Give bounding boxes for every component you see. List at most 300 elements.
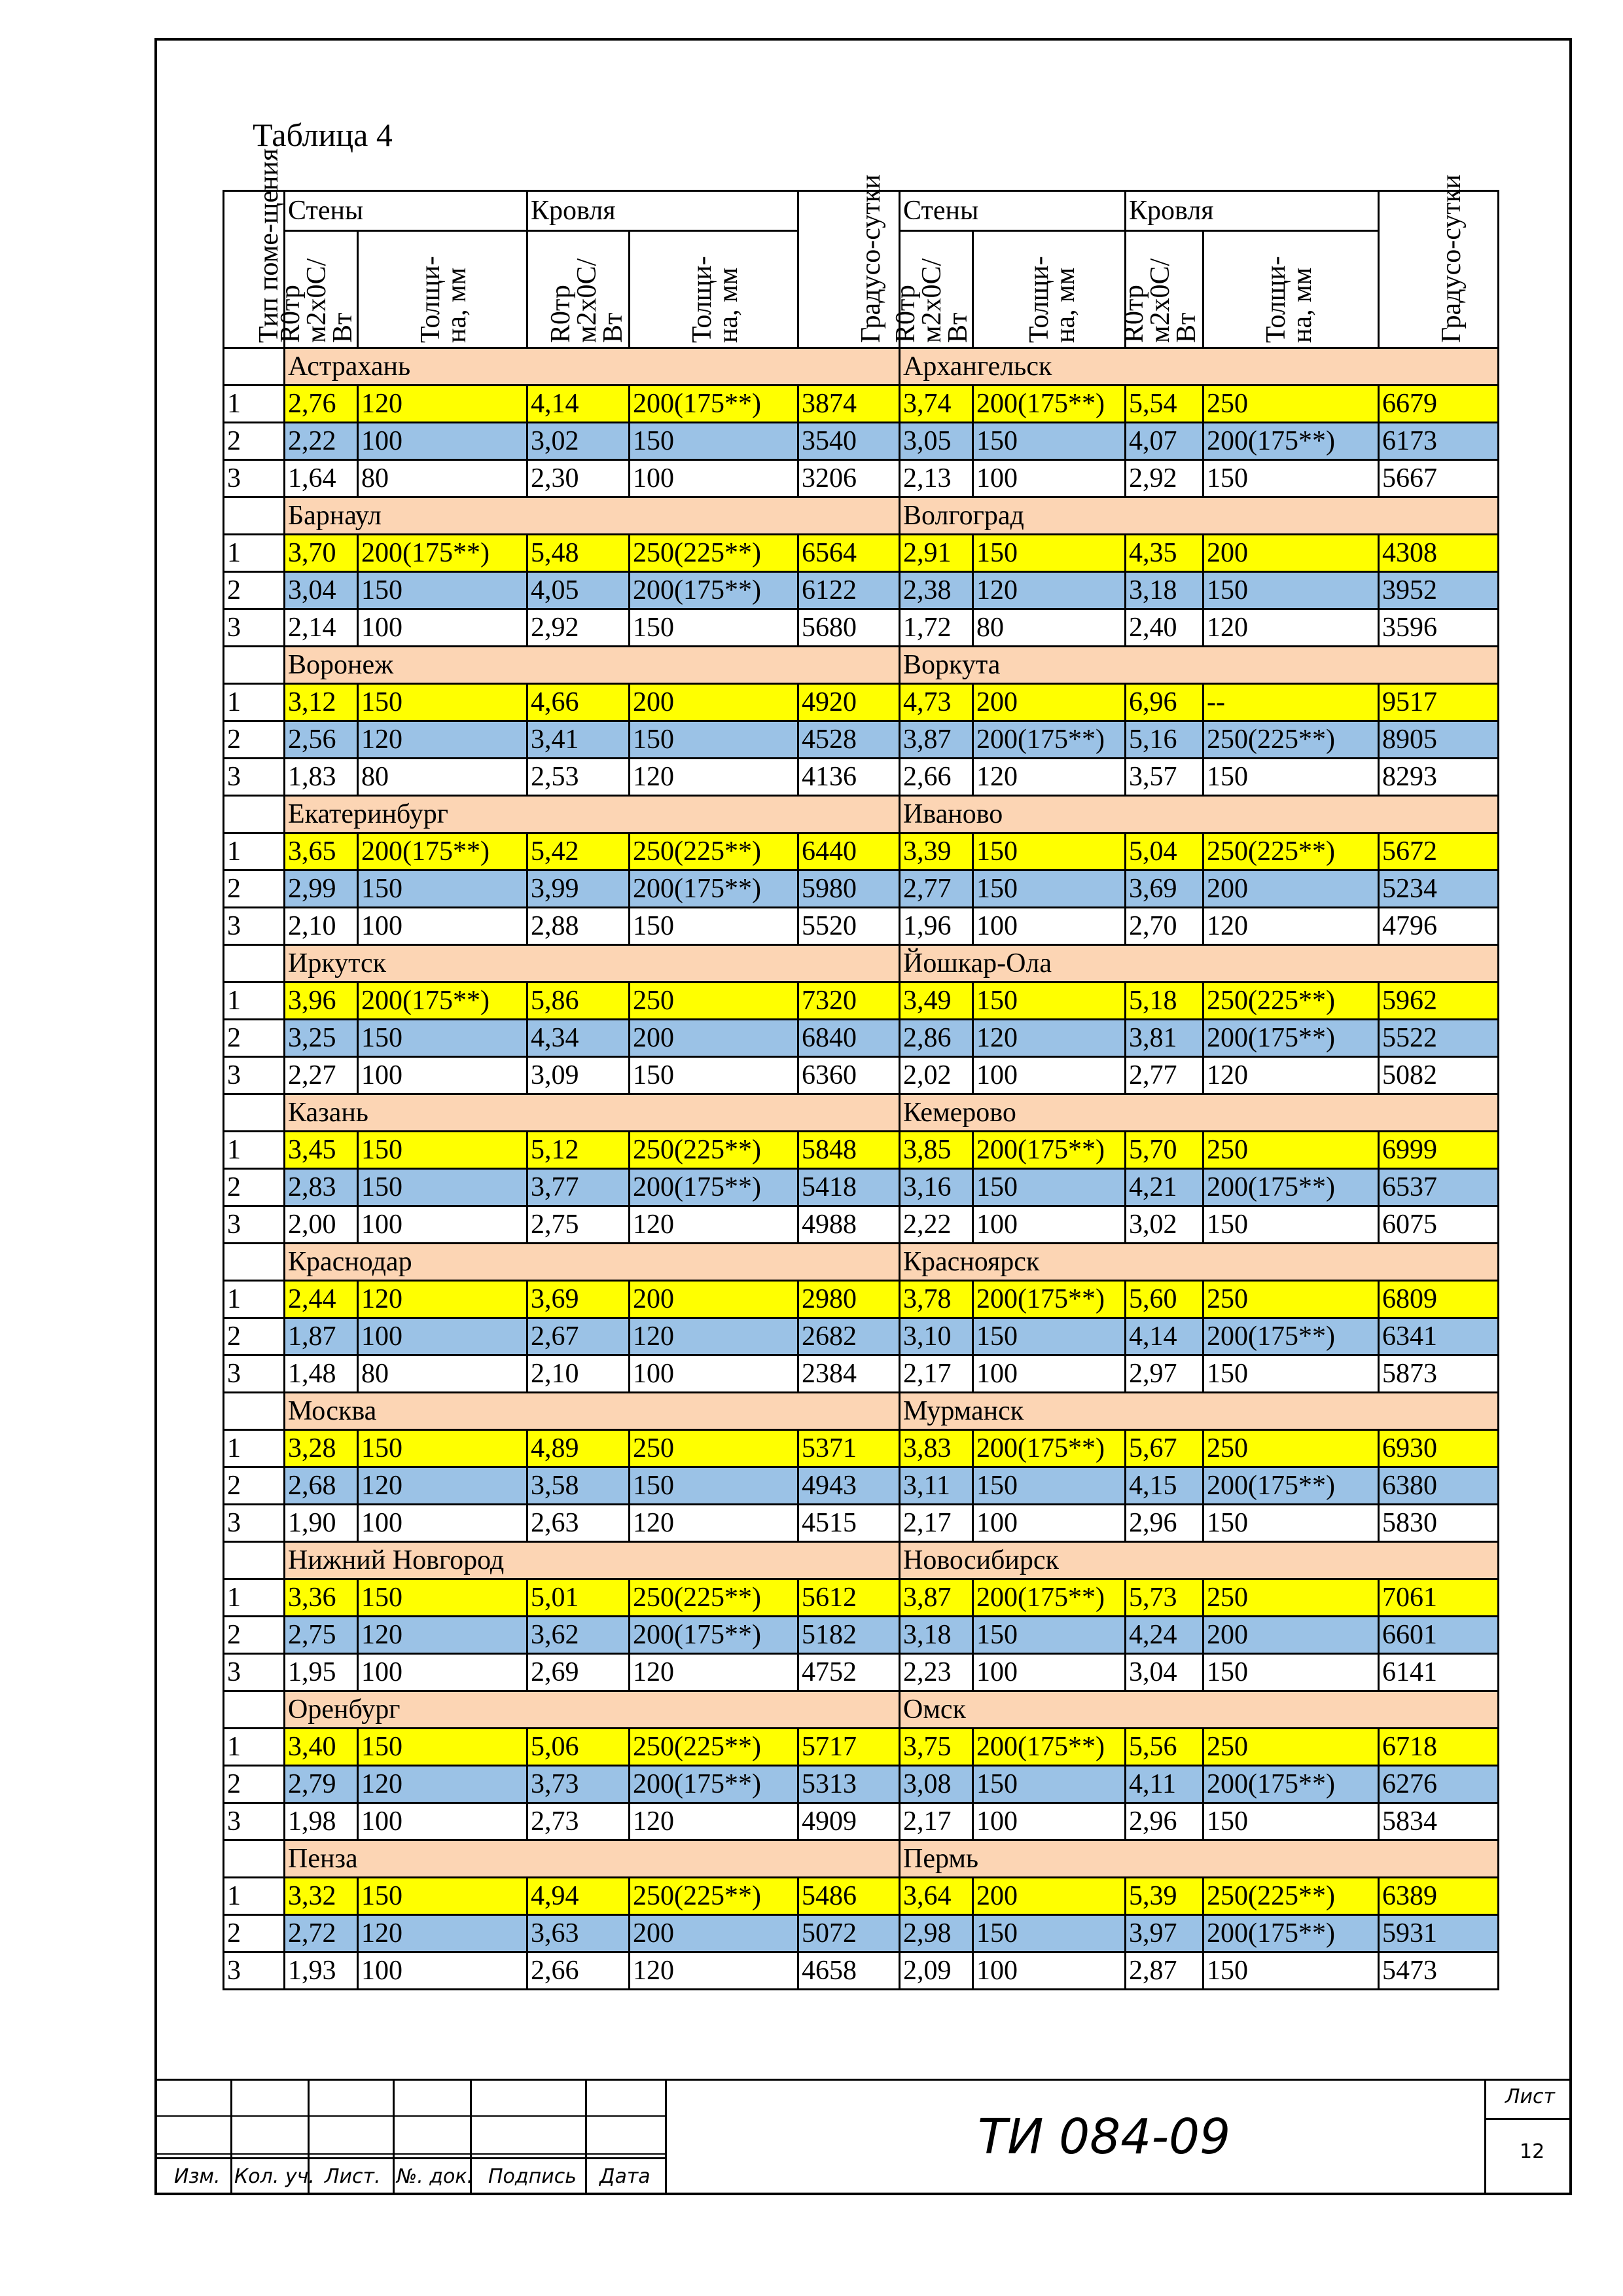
table-row — [224, 1020, 1499, 1057]
table-cell-right: 150 — [1204, 460, 1379, 497]
table-cell-left: 150 — [630, 908, 798, 945]
table-cell-left: 5,01 — [527, 1579, 630, 1617]
room-type-cell: 2 — [224, 1169, 285, 1206]
table-cell-right: 150 — [973, 423, 1126, 460]
table-row — [224, 1318, 1499, 1355]
table-cell-left: 150 — [630, 1057, 798, 1094]
table-cell-right: 100 — [973, 1355, 1126, 1393]
table-cell-right: 5667 — [1379, 460, 1499, 497]
city-row — [224, 1542, 1499, 1579]
table-cell-left: 1,93 — [285, 1952, 358, 1990]
table-cell-right: 6389 — [1379, 1878, 1499, 1915]
table-cell-left: 120 — [630, 1206, 798, 1244]
city-name-right: Йошкар-Ола — [900, 945, 1499, 982]
city-name-right: Мурманск — [900, 1393, 1499, 1430]
table-cell-left: 120 — [630, 1505, 798, 1542]
table-cell-right: 250 — [1204, 1281, 1379, 1318]
table-cell-right: 3,81 — [1126, 1020, 1204, 1057]
table-cell-right: 150 — [973, 1467, 1126, 1505]
table-cell-left: 2,53 — [527, 759, 630, 796]
table-cell-right: 200 — [1204, 535, 1379, 572]
table-cell-left: 2980 — [798, 1281, 900, 1318]
table-cell-left: 3,99 — [527, 870, 630, 908]
table-cell-right: 120 — [1204, 609, 1379, 647]
table-cell-right: 3,75 — [900, 1729, 973, 1766]
table-cell-left: 200(175**) — [358, 535, 527, 572]
room-type-cell: 3 — [224, 609, 285, 647]
city-row-blank-cell — [224, 348, 285, 386]
table-cell-left: 4,94 — [527, 1878, 630, 1915]
table-cell-left: 5980 — [798, 870, 900, 908]
room-type-cell: 3 — [224, 908, 285, 945]
table-cell-left: 100 — [358, 609, 527, 647]
table-cell-right: 200 — [1204, 870, 1379, 908]
document-code: ТИ 084-09 — [978, 2109, 1231, 2165]
walls-r-header-left — [276, 231, 358, 348]
table-cell-right: 3,08 — [900, 1766, 973, 1803]
city-name-left: Казань — [285, 1094, 900, 1132]
sheet-number: 12 — [1520, 2140, 1545, 2163]
room-type-cell: 3 — [224, 1505, 285, 1542]
table-cell-left: 3,96 — [285, 982, 358, 1020]
city-row — [224, 1094, 1499, 1132]
table-cell-left: 4136 — [798, 759, 900, 796]
table-cell-right: 80 — [973, 609, 1126, 647]
room-type-cell: 1 — [224, 833, 285, 870]
table-cell-left: 120 — [630, 1318, 798, 1355]
table-cell-right: 200(175**) — [973, 1579, 1126, 1617]
table-cell-left: 200(175**) — [358, 982, 527, 1020]
table-cell-left: 100 — [358, 1057, 527, 1094]
table-cell-right: 2,09 — [900, 1952, 973, 1990]
table-cell-right: 120 — [973, 572, 1126, 609]
table-cell-right: 5,67 — [1126, 1430, 1204, 1467]
table-cell-right: 5082 — [1379, 1057, 1499, 1094]
table-cell-right: 5830 — [1379, 1505, 1499, 1542]
table-cell-right: 5,54 — [1126, 386, 1204, 423]
table-cell-left: 5520 — [798, 908, 900, 945]
table-cell-left: 5,86 — [527, 982, 630, 1020]
room-type-cell: 1 — [224, 684, 285, 721]
walls-header-left: Стены — [285, 191, 527, 231]
table-cell-right: 2,96 — [1126, 1505, 1204, 1542]
table-row — [224, 1430, 1499, 1467]
table-cell-right: 250(225**) — [1204, 982, 1379, 1020]
table-cell-left: 120 — [630, 759, 798, 796]
table-row — [224, 870, 1499, 908]
table-cell-right: 5,60 — [1126, 1281, 1204, 1318]
table-cell-left: 100 — [358, 908, 527, 945]
table-cell-right: 5,39 — [1126, 1878, 1204, 1915]
table-cell-right: 3,18 — [900, 1617, 973, 1654]
table-cell-left: 7320 — [798, 982, 900, 1020]
table-cell-left: 4515 — [798, 1505, 900, 1542]
table-cell-left: 2,83 — [285, 1169, 358, 1206]
table-cell-right: 250(225**) — [1204, 833, 1379, 870]
table-cell-left: 5717 — [798, 1729, 900, 1766]
tb-top-line — [154, 2079, 1572, 2081]
table-cell-left: 2,88 — [527, 908, 630, 945]
table-cell-left: 100 — [358, 1952, 527, 1990]
table-row — [224, 1579, 1499, 1617]
table-cell-left: 3206 — [798, 460, 900, 497]
table-cell-right: 200(175**) — [973, 386, 1126, 423]
city-name-left: Барнаул — [285, 497, 900, 535]
table-cell-left: 100 — [630, 1355, 798, 1393]
table-row — [224, 1505, 1499, 1542]
table-cell-left: 6440 — [798, 833, 900, 870]
table-cell-left: 6564 — [798, 535, 900, 572]
table-cell-right: 2,17 — [900, 1355, 973, 1393]
table-cell-left: 5,42 — [527, 833, 630, 870]
walls-header-right: Стены — [900, 191, 1126, 231]
table-cell-left: 3,63 — [527, 1915, 630, 1952]
city-row — [224, 1393, 1499, 1430]
table-row — [224, 684, 1499, 721]
table-cell-right: 4,35 — [1126, 535, 1204, 572]
table-cell-left: 3,12 — [285, 684, 358, 721]
table-row — [224, 908, 1499, 945]
table-cell-right: 150 — [1204, 1803, 1379, 1840]
table-cell-right: 3,97 — [1126, 1915, 1204, 1952]
table-cell-left: 5418 — [798, 1169, 900, 1206]
table-cell-right: 4796 — [1379, 908, 1499, 945]
table-cell-right: 3,02 — [1126, 1206, 1204, 1244]
table-cell-left: 3,69 — [527, 1281, 630, 1318]
table-cell-left: 4,34 — [527, 1020, 630, 1057]
table-cell-right: 3,64 — [900, 1878, 973, 1915]
degree-days-header-left — [798, 174, 900, 348]
table-cell-left: 3,77 — [527, 1169, 630, 1206]
city-name-left: Иркутск — [285, 945, 900, 982]
table-cell-left: 2,99 — [285, 870, 358, 908]
room-type-cell: 3 — [224, 1355, 285, 1393]
table-cell-left: 4920 — [798, 684, 900, 721]
room-type-cell: 3 — [224, 1057, 285, 1094]
table-cell-left: 3540 — [798, 423, 900, 460]
room-type-cell: 2 — [224, 1467, 285, 1505]
roof-r-header-right — [1119, 231, 1204, 348]
tb-col-line — [393, 2079, 395, 2195]
table-cell-left: 3,58 — [527, 1467, 630, 1505]
table-cell-right: 6930 — [1379, 1430, 1499, 1467]
room-type-cell: 2 — [224, 870, 285, 908]
table-cell-left: 150 — [630, 423, 798, 460]
table-cell-left: 5680 — [798, 609, 900, 647]
table-cell-right: 150 — [973, 1617, 1126, 1654]
room-type-cell: 1 — [224, 1878, 285, 1915]
city-row-blank-cell — [224, 945, 285, 982]
table-cell-right: 100 — [973, 1206, 1126, 1244]
table-cell-right: 3,74 — [900, 386, 973, 423]
table-cell-right: 2,92 — [1126, 460, 1204, 497]
table-cell-left: 120 — [630, 1952, 798, 1990]
table-row — [224, 1766, 1499, 1803]
table-cell-right: 4,24 — [1126, 1617, 1204, 1654]
table-cell-left: 250(225**) — [630, 833, 798, 870]
table-row — [224, 1169, 1499, 1206]
table-cell-right: 200(175**) — [973, 1430, 1126, 1467]
table-cell-left: 4528 — [798, 721, 900, 759]
table-cell-right: 150 — [1204, 1355, 1379, 1393]
room-type-cell: 1 — [224, 1132, 285, 1169]
table-cell-right: 120 — [973, 759, 1126, 796]
table-cell-left: 200 — [630, 1915, 798, 1952]
table-cell-left: 2,10 — [527, 1355, 630, 1393]
city-row-blank-cell — [224, 1542, 285, 1579]
table-cell-left: 5182 — [798, 1617, 900, 1654]
table-cell-left: 1,95 — [285, 1654, 358, 1691]
room-type-cell: 3 — [224, 1206, 285, 1244]
room-type-cell: 3 — [224, 1803, 285, 1840]
table-cell-left: 100 — [358, 1318, 527, 1355]
thickness-label: Толщи-на, мм — [1024, 256, 1081, 343]
table-row — [224, 386, 1499, 423]
table-cell-right: 2,17 — [900, 1505, 973, 1542]
table-cell-right: 5,56 — [1126, 1729, 1204, 1766]
city-name-right: Воркута — [900, 647, 1499, 684]
table-cell-left: 150 — [358, 1579, 527, 1617]
table-cell-left: 250 — [630, 982, 798, 1020]
table-row — [224, 1915, 1499, 1952]
table-cell-right: 1,72 — [900, 609, 973, 647]
table-cell-right: 120 — [973, 1020, 1126, 1057]
city-name-right: Архангельск — [900, 348, 1499, 386]
table-cell-right: 200(175**) — [973, 721, 1126, 759]
table-cell-right: 4,14 — [1126, 1318, 1204, 1355]
table-cell-right: 3,83 — [900, 1430, 973, 1467]
table-cell-left: 4,05 — [527, 572, 630, 609]
table-cell-right: 6679 — [1379, 386, 1499, 423]
table-cell-left: 250(225**) — [630, 1878, 798, 1915]
degree-days-header-right — [1379, 174, 1499, 348]
city-name-right: Волгоград — [900, 497, 1499, 535]
table-cell-right: 150 — [973, 1766, 1126, 1803]
city-name-left: Пенза — [285, 1840, 900, 1878]
table-cell-right: 5,70 — [1126, 1132, 1204, 1169]
table-cell-right: 2,77 — [1126, 1057, 1204, 1094]
table-cell-left: 5848 — [798, 1132, 900, 1169]
table-cell-right: 3,04 — [1126, 1654, 1204, 1691]
table-cell-left: 1,48 — [285, 1355, 358, 1393]
table-cell-right: 100 — [973, 1057, 1126, 1094]
table-cell-right: 3,10 — [900, 1318, 973, 1355]
table-cell-right: 100 — [973, 908, 1126, 945]
table-cell-left: 2,72 — [285, 1915, 358, 1952]
table-cell-right: 3,11 — [900, 1467, 973, 1505]
table-cell-left: 200 — [630, 684, 798, 721]
table-cell-right: 6276 — [1379, 1766, 1499, 1803]
roof-header-right: Кровля — [1126, 191, 1379, 231]
table-cell-right: 3,87 — [900, 721, 973, 759]
roof-thickness-header-right — [1204, 231, 1379, 348]
table-cell-left: 4658 — [798, 1952, 900, 1990]
table-cell-right: 6999 — [1379, 1132, 1499, 1169]
table-cell-right: 4,11 — [1126, 1766, 1204, 1803]
table-cell-right: 200(175**) — [1204, 1766, 1379, 1803]
table-caption: Таблица 4 — [253, 117, 393, 153]
table-cell-left: 80 — [358, 460, 527, 497]
table-cell-left: 150 — [358, 1430, 527, 1467]
table-cell-left: 120 — [358, 1617, 527, 1654]
table-cell-left: 2,79 — [285, 1766, 358, 1803]
table-row — [224, 572, 1499, 609]
table-cell-right: 100 — [973, 1952, 1126, 1990]
table-cell-left: 1,90 — [285, 1505, 358, 1542]
degree-days-label-right: Градусо-сутки — [1436, 174, 1467, 343]
room-type-cell: 2 — [224, 721, 285, 759]
table-row — [224, 1878, 1499, 1915]
table-cell-right: 3,57 — [1126, 759, 1204, 796]
table-cell-left: 4752 — [798, 1654, 900, 1691]
table-cell-right: 3,69 — [1126, 870, 1204, 908]
table-cell-right: 100 — [973, 1505, 1126, 1542]
table-cell-left: 3,32 — [285, 1878, 358, 1915]
thickness-label: Толщи-на, мм — [416, 256, 472, 343]
city-row-blank-cell — [224, 1244, 285, 1281]
room-type-cell: 1 — [224, 982, 285, 1020]
table-cell-left: 5612 — [798, 1579, 900, 1617]
table-cell-left: 2682 — [798, 1318, 900, 1355]
table-cell-right: 150 — [973, 870, 1126, 908]
table-cell-left: 100 — [358, 1505, 527, 1542]
table-row — [224, 1132, 1499, 1169]
table-cell-left: 80 — [358, 759, 527, 796]
table-cell-left: 120 — [358, 1915, 527, 1952]
table-cell-left: 200(175**) — [630, 572, 798, 609]
table-cell-left: 3,70 — [285, 535, 358, 572]
table-cell-right: 5,04 — [1126, 833, 1204, 870]
room-type-cell: 1 — [224, 1281, 285, 1318]
city-row — [224, 1244, 1499, 1281]
table-cell-left: 4943 — [798, 1467, 900, 1505]
table-cell-right: 2,40 — [1126, 609, 1204, 647]
table-cell-right: 5,18 — [1126, 982, 1204, 1020]
table-cell-left: 150 — [358, 1729, 527, 1766]
room-type-cell: 3 — [224, 759, 285, 796]
table-cell-right: 6537 — [1379, 1169, 1499, 1206]
table-cell-right: 4,07 — [1126, 423, 1204, 460]
roof-header-left: Кровля — [527, 191, 798, 231]
city-name-right: Кемерово — [900, 1094, 1499, 1132]
table-cell-right: 250 — [1204, 1132, 1379, 1169]
walls-thickness-header-left — [358, 231, 527, 348]
table-cell-left: 80 — [358, 1355, 527, 1393]
table-cell-left: 100 — [358, 1654, 527, 1691]
table-cell-left: 6360 — [798, 1057, 900, 1094]
table-cell-right: 3,78 — [900, 1281, 973, 1318]
table-cell-left: 2,73 — [527, 1803, 630, 1840]
table-cell-right: 150 — [1204, 759, 1379, 796]
table-cell-right: 200 — [1204, 1617, 1379, 1654]
table-cell-left: 200(175**) — [630, 1617, 798, 1654]
city-row — [224, 1691, 1499, 1729]
table-cell-left: 3,04 — [285, 572, 358, 609]
city-row-blank-cell — [224, 1393, 285, 1430]
tb-label-signature: Подпись — [488, 2165, 577, 2188]
table-cell-right: 1,96 — [900, 908, 973, 945]
table-cell-right: 250 — [1204, 1430, 1379, 1467]
tb-col-line — [1484, 2079, 1486, 2195]
table-cell-right: 250(225**) — [1204, 1878, 1379, 1915]
table-cell-right: 6141 — [1379, 1654, 1499, 1691]
table-cell-right: 150 — [1204, 1952, 1379, 1990]
table-cell-left: 150 — [630, 1467, 798, 1505]
table-cell-left: 100 — [358, 1206, 527, 1244]
city-row — [224, 945, 1499, 982]
table-cell-left: 3,62 — [527, 1617, 630, 1654]
table-cell-left: 2,56 — [285, 721, 358, 759]
table-cell-left: 100 — [358, 1803, 527, 1840]
table-cell-right: 150 — [973, 982, 1126, 1020]
city-name-left: Нижний Новгород — [285, 1542, 900, 1579]
room-type-cell: 2 — [224, 1318, 285, 1355]
table-cell-right: 2,91 — [900, 535, 973, 572]
city-name-right: Пермь — [900, 1840, 1499, 1878]
table-cell-left: 4,66 — [527, 684, 630, 721]
roof-thickness-header-left — [630, 231, 798, 348]
room-type-cell: 1 — [224, 1729, 285, 1766]
table-cell-right: 2,22 — [900, 1206, 973, 1244]
table-cell-right: 150 — [1204, 1206, 1379, 1244]
tb-label-sheet: Лист. — [325, 2165, 381, 2188]
city-name-left: Астрахань — [285, 348, 900, 386]
table-row — [224, 535, 1499, 572]
table-cell-right: 6075 — [1379, 1206, 1499, 1244]
table-cell-left: 150 — [358, 1878, 527, 1915]
table-cell-right: 200(175**) — [1204, 1169, 1379, 1206]
table-cell-left: 120 — [630, 1654, 798, 1691]
table-cell-right: 2,87 — [1126, 1952, 1204, 1990]
table-cell-left: 3,40 — [285, 1729, 358, 1766]
table-cell-left: 2,76 — [285, 386, 358, 423]
table-cell-left: 120 — [358, 721, 527, 759]
table-cell-left: 3,02 — [527, 423, 630, 460]
r-label: R0тр м2х0С/Вт — [891, 258, 974, 343]
table-cell-right: 2,02 — [900, 1057, 973, 1094]
table-cell-right: 6809 — [1379, 1281, 1499, 1318]
table-cell-right: 5873 — [1379, 1355, 1499, 1393]
degree-days-label-left: Градусо-сутки — [856, 174, 887, 343]
table-row — [224, 1467, 1499, 1505]
table-row — [224, 1729, 1499, 1766]
city-row-blank-cell — [224, 1094, 285, 1132]
table-cell-left: 2,66 — [527, 1952, 630, 1990]
thickness-label: Толщи-на, мм — [687, 256, 743, 343]
table-cell-left: 2,22 — [285, 423, 358, 460]
table-cell-right: 2,17 — [900, 1803, 973, 1840]
table-cell-left: 2,10 — [285, 908, 358, 945]
table-cell-left: 1,98 — [285, 1803, 358, 1840]
city-name-left: Оренбург — [285, 1691, 900, 1729]
table-row — [224, 1617, 1499, 1654]
table-cell-right: 200(175**) — [1204, 1467, 1379, 1505]
tb-sheet-line — [1484, 2118, 1572, 2120]
city-row — [224, 647, 1499, 684]
table-cell-right: 4,21 — [1126, 1169, 1204, 1206]
table-cell-left: 5,12 — [527, 1132, 630, 1169]
table-cell-right: 2,96 — [1126, 1803, 1204, 1840]
table-cell-right: 150 — [1204, 572, 1379, 609]
table-row — [224, 721, 1499, 759]
room-type-cell: 1 — [224, 1430, 285, 1467]
table-cell-left: 2,44 — [285, 1281, 358, 1318]
roof-r-header-left — [527, 231, 630, 348]
table-row — [224, 1057, 1499, 1094]
table-cell-left: 5486 — [798, 1878, 900, 1915]
table-cell-left: 4988 — [798, 1206, 900, 1244]
table-cell-right: 2,77 — [900, 870, 973, 908]
